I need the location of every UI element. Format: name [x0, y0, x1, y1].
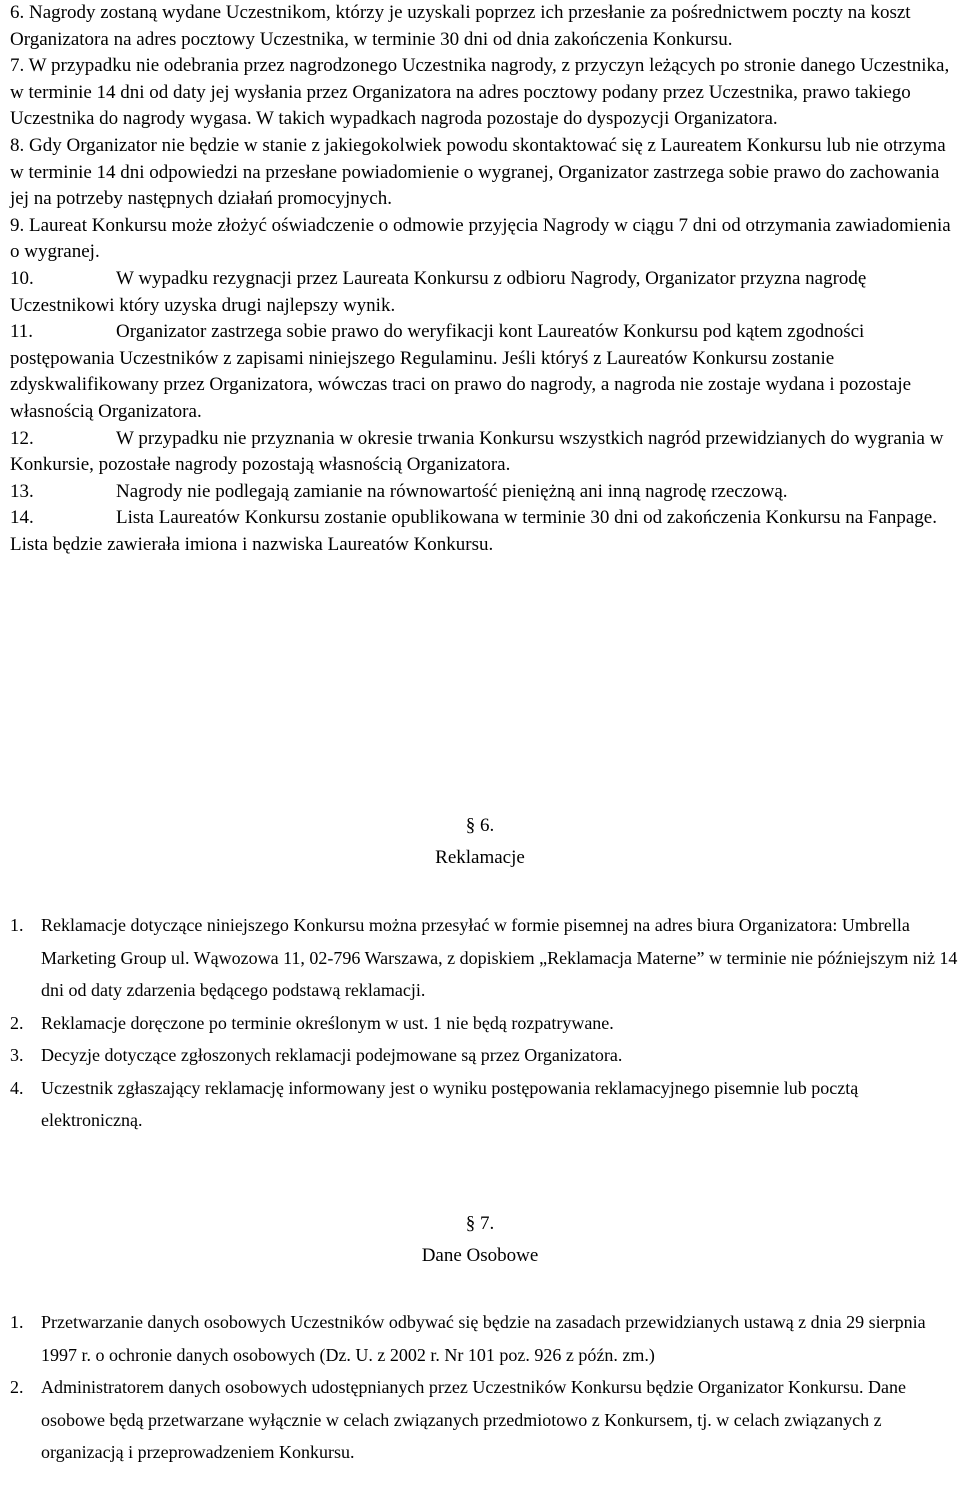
rule-number: 9. [10, 214, 25, 236]
rule-number: 7. [10, 55, 25, 77]
rule-text: Gdy Organizator nie będzie w stanie z jakiegokolwiek powodu skontaktować się z Laureatem Konkursu lub nie otrzyma w terminie 14 dni odpowiedzi na przesłane powiadomienie o wygranej, Organizator zastrzega sobie prawo do zachowania jej na potrzeby następnych działań promocyjnych. [10, 134, 946, 210]
rule-item-11 [10, 319, 958, 425]
list-item [10, 1306, 958, 1371]
list-text: Reklamacje dotyczące niniejszego Konkursu można przesyłać w formie pisemnej na adres biura Organizatora: Umbrella Marketing Group ul. Wąwozowa 11, 02-796 Warszawa, z dopiskiem „Reklamacja Materne” w terminie nie późniejszym niż 14 dni od daty zdarzenia będącego podstawą reklamacji. [41, 915, 958, 1000]
list-text: Decyzje dotyczące zgłoszonych reklamacji podejmowane są przez Organizatora. [41, 1045, 623, 1065]
rule-number: 12. [10, 427, 34, 449]
section-7-title: Dane Osobowe [421, 1245, 539, 1266]
list-item [10, 1007, 958, 1040]
section-6-heading [0, 810, 960, 874]
rule-text: W przypadku nie przyznania w okresie trwania Konkursu wszystkich nagród przewidzianych do wygrania w Konkursie, pozostałe nagrody pozostają własnością Organizatora. [10, 427, 944, 476]
rule-number: 6. [10, 2, 25, 23]
rule-item-9 [10, 213, 958, 266]
rule-number: 10. [10, 267, 34, 289]
rule-text: W przypadku nie odebrania przez nagrodzonego Uczestnika nagrody, z przyczyn leżących po stronie danego Uczestnika, w terminie 14 dni od daty jej wysłania przez Organizatora na adres pocztowy podany przez Uczestnika, prawo takiego Uczestnika do nagrody wygasa. W takich wypadkach nagroda pozostaje do dyspozycji Organizatora. [10, 55, 950, 130]
rule-number: 13. [10, 480, 34, 502]
prize-rules-section [10, 0, 958, 558]
list-item [10, 1039, 958, 1072]
list-number: 1. [10, 915, 24, 935]
list-item [10, 909, 958, 1007]
rule-text: W wypadku rezygnacji przez Laureata Konkursu z odbioru Nagrody, Organizator przyzna nagrodę Uczestnikowi który uzyska drugi najlepszy wynik. [10, 267, 867, 316]
list-text: Uczestnik zgłaszający reklamację informowany jest o wyniku postępowania reklamacyjnego pisemnie lub pocztą elektroniczną. [41, 1077, 859, 1130]
list-number: 3. [10, 1045, 24, 1065]
rule-item-8 [10, 133, 958, 213]
list-item [10, 1072, 958, 1137]
rule-item-14 [10, 505, 958, 558]
rule-item-6 [10, 0, 958, 53]
section-6-symbol: § 6. [465, 815, 495, 836]
list-item [10, 1371, 958, 1469]
section-6-title: Reklamacje [435, 847, 525, 868]
rule-text: Organizator zastrzega sobie prawo do weryfikacji kont Laureatów Konkursu pod kątem zgodności postępowania Uczestników z zapisami niniejszego Regulaminu. Jeśli któryś z Laureatów Konkursu zostanie zdyskwalifikowany przez Organizatora, wówczas traci on prawo do nagrody, a nagroda nie zostaje wydana i pozostaje własnością Organizatora. [10, 321, 912, 422]
list-text: Administratorem danych osobowych udostępnianych przez Uczestników Konkursu będzie Organizator Konkursu. Dane osobowe będą przetwarzane wyłącznie w celach związanych przedmiotowo z Konkursem, tj. w celach związanych z organizacją i przeprowadzeniem Konkursu. [41, 1377, 906, 1462]
section-7-symbol: § 7. [465, 1213, 495, 1234]
list-number: 1. [10, 1312, 24, 1332]
rule-item-12 [10, 426, 958, 479]
complaints-list [10, 909, 958, 1137]
rule-item-13 [10, 479, 958, 506]
section-7-heading [0, 1208, 960, 1272]
list-text: Reklamacje doręczone po terminie określonym w ust. 1 nie będą rozpatrywane. [41, 1012, 614, 1033]
list-number: 2. [10, 1012, 24, 1033]
rule-text: Lista Laureatów Konkursu zostanie opublikowana w terminie 30 dni od zakończenia Konkursu na Fanpage. Lista będzie zawierała imiona i nazwiska Laureatów Konkursu. [10, 507, 937, 555]
list-number: 4. [10, 1077, 24, 1098]
rule-item-10 [10, 266, 958, 319]
list-number: 2. [10, 1377, 24, 1397]
rule-number: 8. [10, 134, 25, 156]
rule-number: 11. [10, 321, 34, 343]
list-text: Przetwarzanie danych osobowych Uczestników odbywać się będzie na zasadach przewidzianych ustawą z dnia 29 sierpnia 1997 r. o ochronie danych osobowych (Dz. U. z 2002 r. Nr 101 poz. 926 z późn. zm.) [41, 1312, 926, 1365]
rule-item-7 [10, 53, 958, 133]
rule-text: Nagrody nie podlegają zamianie na równowartość pieniężną ani inną nagrodę rzeczową. [116, 480, 788, 502]
rule-number: 14. [10, 507, 34, 529]
rule-text: Nagrody zostaną wydane Uczestnikom, którzy je uzyskali poprzez ich przesłanie za pośrednictwem poczty na koszt Organizatora na adres pocztowy Uczestnika, w terminie 30 dni od dnia zakończenia Konkursu. [10, 2, 911, 50]
personal-data-list [10, 1306, 958, 1469]
rule-text: Laureat Konkursu może złożyć oświadczenie o odmowie przyjęcia Nagrody w ciągu 7 dni od otrzymania zawiadomienia o wygranej. [10, 214, 951, 263]
